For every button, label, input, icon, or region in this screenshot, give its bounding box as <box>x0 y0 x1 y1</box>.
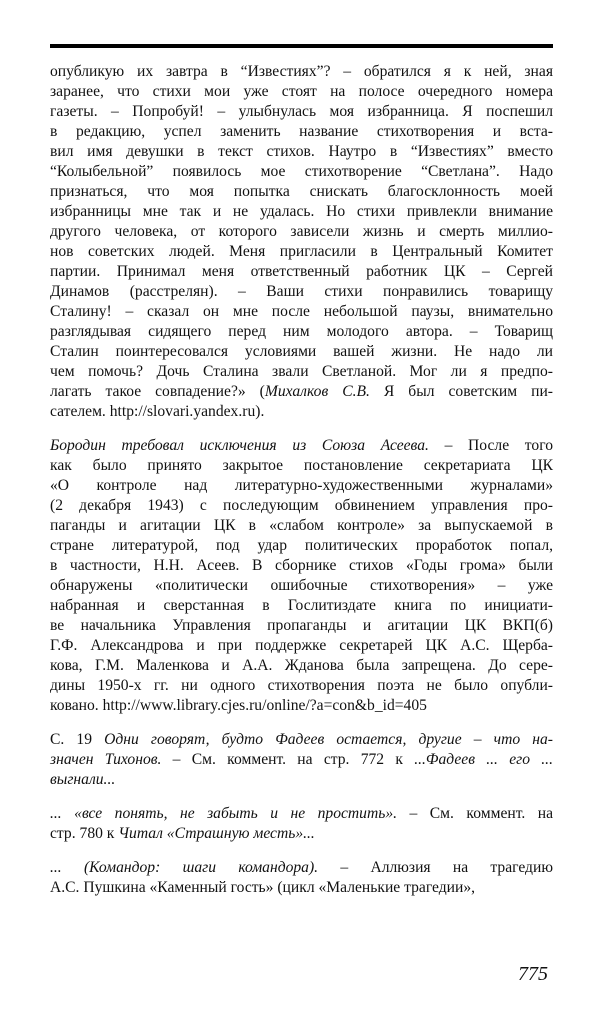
italic-text: выгнали... <box>50 771 116 788</box>
text-line <box>50 202 553 222</box>
text-line <box>50 576 553 596</box>
text-line <box>50 182 553 202</box>
text-run: лагать такое совпадение?» ( <box>50 383 265 400</box>
text-run: ве начальника Управления пропаганды и агитации ЦК ВКП(б) <box>50 617 553 634</box>
text-line <box>50 730 553 750</box>
page-body-text <box>50 62 553 898</box>
text-line <box>50 456 553 476</box>
text-run: как было принято закрытое постановление секретариата ЦК <box>50 457 553 474</box>
text-line <box>50 596 553 616</box>
text-line <box>50 242 553 262</box>
text-line <box>50 362 553 382</box>
text-line <box>50 436 553 456</box>
italic-text: значен Тихонов. <box>50 751 162 768</box>
text-run: – Аллюзия на трагедию <box>318 859 553 876</box>
text-run: заранее, что стихи мои уже стоят на полосе очередного номера <box>50 83 553 100</box>
text-run: другого человека, от которого зависели жизнь и смерть миллио- <box>50 223 553 240</box>
text-run: Сталин поинтересовался условиями вашей жизни. Не надо ли <box>50 343 553 360</box>
text-run: опубликую их завтра в “Известиях”? – обратился я к ней, зная <box>50 63 553 80</box>
text-line <box>50 302 553 322</box>
text-line <box>50 262 553 282</box>
italic-text: Одни говорят, будто Фадеев остается, другие – что на- <box>104 731 553 748</box>
text-line <box>50 122 553 142</box>
text-run: газеты. – Попробуй! – улыбнулась моя избранница. Я поспешил <box>50 103 553 120</box>
italic-text: Бородин требовал исключения из Союза Асеева. <box>50 437 429 454</box>
text-line <box>50 382 553 402</box>
text-line <box>50 676 553 696</box>
text-line <box>50 62 553 82</box>
text-run: Г.Ф. Александрова и при поддержке секретарей ЦК А.С. Щерба- <box>50 637 553 654</box>
text-line <box>50 636 553 656</box>
text-run: нов советских людей. Меня пригласили в Центральный Комитет <box>50 243 553 260</box>
text-run: ковано. http://www.library.cjes.ru/online/?a=con&b_id=405 <box>50 697 427 714</box>
text-line <box>50 770 553 790</box>
text-line <box>50 750 553 770</box>
italic-text: Михалков С.В. <box>264 383 370 400</box>
text-line <box>50 696 553 716</box>
text-run: – После того <box>428 437 553 454</box>
text-run: признаться, что моя попытка снискать благосклонность моей <box>50 183 553 200</box>
text-run: набранная и сверстанная в Гослитиздате книга по инициати- <box>50 597 553 614</box>
text-run: сателем. http://slovari.yandex.ru). <box>50 403 265 420</box>
italic-text: ... «все понять, не забыть и не простить». <box>50 805 398 822</box>
italic-text: Читал «Страшную месть»... <box>118 825 315 842</box>
text-line <box>50 656 553 676</box>
text-run: стр. 780 к <box>50 825 119 842</box>
text-run: дины 1950-х гг. ни одного стихотворения поэта не было опубли- <box>50 677 553 694</box>
text-run: – См. коммент. на <box>397 805 553 822</box>
text-line <box>50 342 553 362</box>
text-run: паганды и агитации ЦК в «слабом контроле» за выпускаемой в <box>50 517 553 534</box>
text-line <box>50 616 553 636</box>
text-line <box>50 102 553 122</box>
text-run: “Колыбельной” появилось мое стихотворение “Светлана”. Надо <box>50 163 553 180</box>
text-run: в редакцию, успел заменить название стихотворения и вста- <box>50 123 553 140</box>
text-line <box>50 536 553 556</box>
paragraph <box>50 804 553 844</box>
text-line <box>50 824 553 844</box>
text-line <box>50 322 553 342</box>
text-run: обнаружены «политически ошибочные стихотворения» – уже <box>50 577 553 594</box>
text-run: кова, Г.М. Маленкова и А.А. Жданова была запрещена. До сере- <box>50 657 553 674</box>
text-line <box>50 402 553 422</box>
text-line <box>50 878 553 898</box>
text-run: А.С. Пушкина «Каменный гость» (цикл «Маленькие трагедии», <box>50 879 476 896</box>
paragraph <box>50 858 553 898</box>
text-run: стране литературой, под удар политических проработок попал, <box>50 537 553 554</box>
text-line <box>50 496 553 516</box>
page-number: 775 <box>518 963 548 985</box>
text-line <box>50 282 553 302</box>
paragraph <box>50 730 553 790</box>
text-line <box>50 556 553 576</box>
italic-text: ...Фадеев ... его ... <box>414 751 553 768</box>
text-line <box>50 858 553 878</box>
text-run: С. 19 <box>50 731 105 748</box>
text-run: Сталину! – сказал он мне после небольшой паузы, внимательно <box>50 303 553 320</box>
text-run: вил имя девушки в текст стихов. Наутро в “Известиях” вместо <box>50 143 553 160</box>
paragraph-gap <box>50 716 553 730</box>
paragraph-gap <box>50 422 553 436</box>
paragraph-gap <box>50 844 553 858</box>
text-run: – См. коммент. на стр. 772 к <box>161 751 415 768</box>
text-run: разглядывая сидящего перед ним молодого автора. – Товарищ <box>50 323 553 340</box>
paragraph <box>50 62 553 422</box>
text-run: «О контроле над литературно-художественными журналами» <box>50 477 553 494</box>
text-run: в частности, Н.Н. Асеев. В сборнике стихов «Годы грома» были <box>50 557 553 574</box>
paragraph-gap <box>50 790 553 804</box>
text-line <box>50 476 553 496</box>
text-line <box>50 82 553 102</box>
text-run: Динамов (расстрелян). – Ваши стихи понравились товарищу <box>50 283 553 300</box>
text-line <box>50 804 553 824</box>
italic-text: ... (Командор: шаги командора). <box>50 859 319 876</box>
text-run: (2 декабря 1943) с последующим обвинением управления про- <box>50 497 553 514</box>
paragraph <box>50 436 553 716</box>
text-line <box>50 142 553 162</box>
text-line <box>50 222 553 242</box>
header-rule <box>50 44 553 48</box>
text-run: партии. Принимал меня ответственный работник ЦК – Сергей <box>50 263 553 280</box>
text-run: Я был советским пи- <box>369 383 553 400</box>
text-run: избранницы мне так и не удалась. Но стихи привлекли внимание <box>50 203 553 220</box>
text-line <box>50 516 553 536</box>
text-line <box>50 162 553 182</box>
text-run: чем помочь? Дочь Сталина звали Светланой. Мог ли я предпо- <box>50 363 553 380</box>
